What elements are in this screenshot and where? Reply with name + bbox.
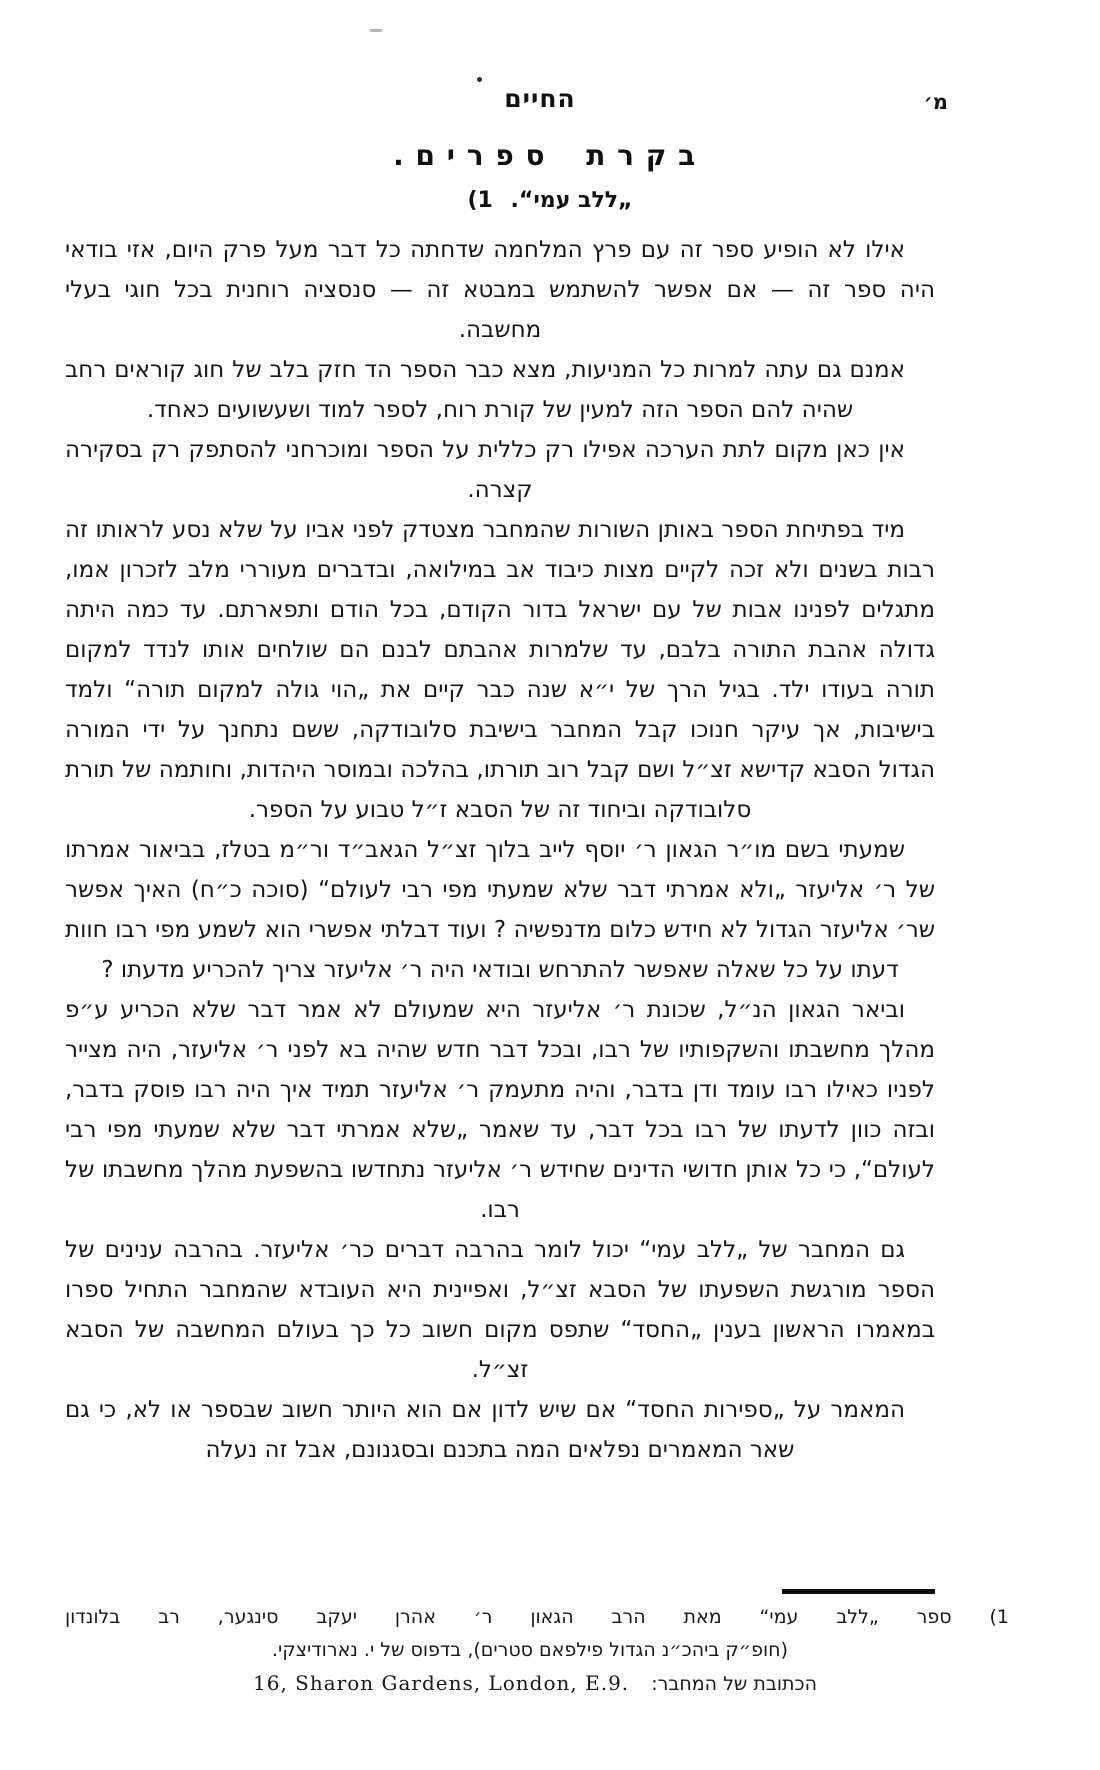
journal-title: החיים bbox=[504, 84, 576, 113]
paragraph-4: מיד בפתיחת הספר באותן השורות שהמחבר מצטדק לפני אביו על שלא נסע לראותו זה רבות בשנים ולא זכה לקיים מצות כיבוד אב במילואה, ובדברים מעוררי מלב לזכרון אמו, מתגלים לפנינו אבות של עם ישראל בדור הקודם, בכל הודם ותפארתם. עד כמה היתה גדולה אהבת התורה בלבם, עד שלמרות אהבתם לבנם הם שולחים אותו לנדד למקום תורה בעודו ילד. בגיל הרך של י״א שנה כבר קיים את „הוי גולה למקום תורה“ ולמד בישיבות, אך עיקר חנוכו קבל המחבר בישיבת סלובודקה, ששם נתחנך על ידי המורה הגדול הסבא קדישא זצ״ל ושם קבל רוב תורתו, בהלכה ובמוסר היהדות, וחותמה של תורת סלובודקה וביחוד זה של הסבא ז״ל טבוע על הספר. bbox=[65, 517, 935, 823]
article-body bbox=[65, 230, 935, 1470]
footnote-divider bbox=[782, 1589, 935, 1594]
page-number-marker: מ׳ bbox=[923, 90, 948, 114]
scan-artifact-dash bbox=[370, 29, 382, 32]
paragraph-1: אילו לא הופיע ספר זה עם פרץ המלחמה שדחתה כל דבר מעל פרק היום, אזי בודאי היה ספר זה — אם אפשר להשתמש במבטא זה — סנסציה רוחנית בכל חוגי בעלי מחשבה. bbox=[65, 237, 935, 343]
footnote-marker: (1 bbox=[989, 1606, 1009, 1628]
footnote-line-3 bbox=[65, 1667, 1035, 1701]
footnote-address-label: הכתובת של המחבר: bbox=[651, 1673, 817, 1695]
article-title: „ללב עמי“. bbox=[510, 188, 633, 213]
footnote-line-1 bbox=[65, 1601, 1035, 1634]
footnote-line-2: (חופ״ק ביהכ״נ הגדול פילפאם סטרים), בדפוס של י. נארודיצקי. bbox=[272, 1639, 788, 1661]
paragraph-6: וביאר הגאון הנ״ל, שכונת ר׳ אליעזר היא שמעולם לא אמר דבר שלא הכריע ע״פ מהלך מחשבתו והשקפותיו של רבו, ובכל דבר חדש שהיה בא לפני ר׳ אליעזר, היה מצייר לפניו כאילו רבו עומד ודן בדבר, והיה מתעמק ר׳ אליעזר תמיד איך היה רבו פוסק בדבר, ובזה כוון לדעתו של רבו בכל דבר, עד שאמר „שלא אמרתי דבר שלא שמעתי מפי רבי לעולם“, כי כל אותן חדושי הדינים שחידש ר׳ אליעזר נתחדשו בהשפעת מהלך מחשבתו של רבו. bbox=[65, 997, 935, 1223]
paragraph-5: שמעתי בשם מו״ר הגאון ר׳ יוסף לייב בלוך זצ״ל הגאב״ד ור״מ בטלז, בביאור אמרתו של ר׳ אליעזר „ולא אמרתי דבר שלא שמעתי מפי רבי לעולם“ (סוכה כ״ח) האיך אפשר שר׳ אליעזר הגדול לא חידש כלום מדנפשיה ? ועוד דבלתי אפשרי הוא לשמע מפי רבו חוות דעתו על כל שאלה שאפשר להתרחש ובודאי היה ר׳ אליעזר צריך להכריע מדעתו ? bbox=[65, 837, 935, 983]
paragraph-8: המאמר על „ספירות החסד“ אם שיש לדון אם הוא היותר חשוב שבספר או לא, כי גם שאר המאמרים נפלאים המה בתכנם ובסגנונם, אבל זה נעלה bbox=[65, 1397, 905, 1463]
paragraph-7: גם המחבר של „ללב עמי“ יכול לומר בהרבה דברים כר׳ אליעזר. בהרבה ענינים של הספר מורגשת השפעתו של הסבא זצ״ל, ואפיינית היא העובדא שהמחבר התחיל ספרו במאמרו הראשון בענין „החסד“ שתפס מקום חשוב כל כך בעולם המחשבה של הסבא זצ״ל. bbox=[65, 1237, 935, 1383]
paragraph-2: אמנם גם עתה למרות כל המניעות, מצא כבר הספר הד חזק בלב של חוג קוראים רחב שהיה להם הספר הזה למעין של קורת רוח, לספר למוד ושעשועים כאחד. bbox=[65, 357, 905, 423]
paragraph-3: אין כאן מקום לתת הערכה אפילו רק כללית על הספר ומוכרחני להסתפק רק בסקירה קצרה. bbox=[65, 437, 905, 503]
footnote-address: 16, Sharon Gardens, London, E.9. bbox=[253, 1671, 630, 1695]
footnote bbox=[65, 1601, 1035, 1701]
footnote-text: ספר „ללב עמי“ מאת הרב הגאון ר׳ אהרן יעקב סינגער, רב בלונדון bbox=[65, 1606, 952, 1628]
article-footnote-ref: (1 bbox=[467, 188, 493, 213]
scan-artifact-dot bbox=[477, 77, 482, 82]
section-title: בקרת ספרים. bbox=[393, 139, 707, 172]
article-title-row bbox=[0, 188, 1100, 213]
